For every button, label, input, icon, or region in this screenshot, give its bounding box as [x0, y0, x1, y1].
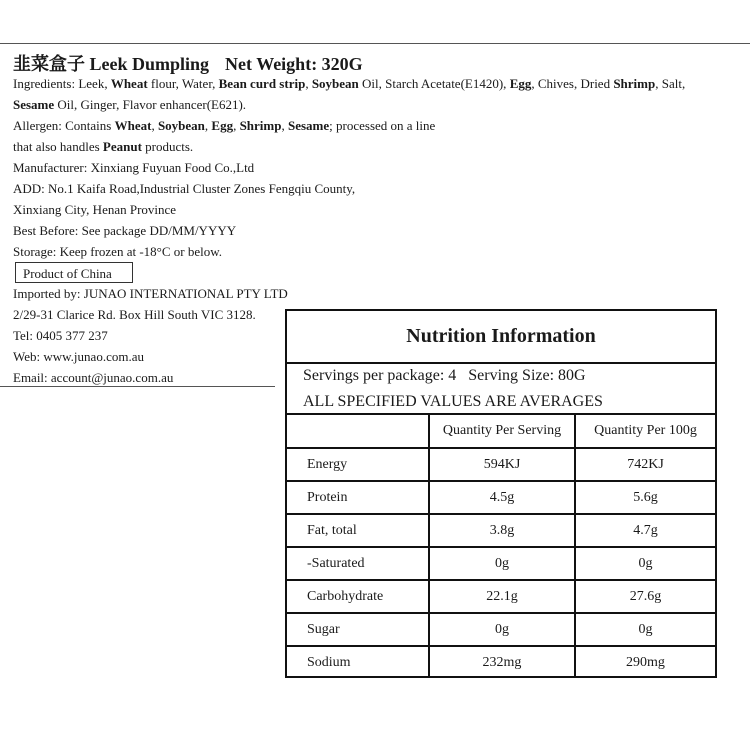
importer-divider	[0, 386, 275, 387]
nutrient-row	[287, 580, 715, 613]
header-per-serving: Quantity Per Serving	[429, 414, 575, 448]
nutrition-heading: Nutrition Information	[287, 311, 715, 364]
allergen-highlight: Bean curd strip	[218, 76, 306, 91]
text-segment: ,	[151, 118, 158, 133]
text-segment: ,	[305, 76, 312, 91]
text-segment: , Chives, Dried	[531, 76, 614, 91]
nutrient-row	[287, 481, 715, 514]
product-name: 韭菜盒子 Leek Dumpling	[13, 54, 210, 74]
top-divider	[0, 43, 750, 44]
nutrient-name: Protein	[287, 481, 429, 514]
allergen-highlight: Shrimp	[239, 118, 282, 133]
per-serving-value: 0g	[429, 547, 575, 580]
nutrient-name: Fat, total	[287, 514, 429, 547]
nutrient-name: Energy	[287, 448, 429, 481]
allergen-highlight: Egg	[211, 118, 234, 133]
text-segment: Oil, Ginger, Flavor enhancer(E621).	[54, 97, 247, 112]
country-of-origin-box: Product of China	[15, 262, 133, 283]
nutrition-panel	[285, 309, 717, 678]
per-serving-value: 22.1g	[429, 580, 575, 613]
nutrient-row	[287, 547, 715, 580]
importer-address: 2/29-31 Clarice Rd. Box Hill South VIC 3128.	[13, 307, 256, 322]
allergen-line-2	[13, 139, 193, 155]
manufacturer: Manufacturer: Xinxiang Fuyuan Food Co.,Ltd	[13, 160, 255, 175]
allergen-highlight: Soybean	[311, 76, 359, 91]
importer-web: Web: www.junao.com.au	[13, 349, 144, 364]
text-segment: flour, Water,	[147, 76, 219, 91]
address-line-1: ADD: No.1 Kaifa Road,Industrial Cluster Zones Fengqiu County,	[13, 181, 356, 196]
allergen-highlight: Sesame	[287, 118, 330, 133]
text-segment: ; processed on a line	[329, 118, 436, 133]
nutrition-header-row	[287, 414, 715, 448]
per-100g-value: 5.6g	[575, 481, 715, 514]
nutrient-row	[287, 514, 715, 547]
header-per-100g: Quantity Per 100g	[575, 414, 715, 448]
allergen-highlight: Wheat	[114, 118, 152, 133]
importer-tel: Tel: 0405 377 237	[13, 328, 108, 343]
nutrient-name: Sodium	[287, 646, 429, 678]
ingredients-line-1	[13, 76, 685, 92]
allergen-line-1	[13, 118, 435, 134]
nutrient-row	[287, 613, 715, 646]
per-serving-value: 232mg	[429, 646, 575, 678]
best-before: Best Before: See package DD/MM/YYYY	[13, 223, 237, 238]
per-serving-value: 4.5g	[429, 481, 575, 514]
serving-size: Serving Size: 80G	[468, 367, 586, 384]
text-segment: Allergen: Contains	[13, 118, 115, 133]
allergen-highlight: Soybean	[157, 118, 205, 133]
per-serving-value: 594KJ	[429, 448, 575, 481]
nutrition-table	[287, 413, 715, 678]
header-empty-cell	[287, 414, 429, 448]
text-segment: ,	[233, 118, 240, 133]
allergen-highlight: Egg	[509, 76, 532, 91]
text-segment: Oil, Starch Acetate(E1420),	[358, 76, 510, 91]
importer-email: Email: account@junao.com.au	[13, 370, 174, 385]
per-serving-value: 0g	[429, 613, 575, 646]
allergen-highlight: Peanut	[102, 139, 142, 154]
text-segment: products.	[141, 139, 194, 154]
net-weight: Net Weight: 320G	[225, 54, 363, 74]
text-segment: Ingredients: Leek,	[13, 76, 111, 91]
allergen-highlight: Wheat	[110, 76, 148, 91]
product-title	[13, 50, 363, 76]
per-100g-value: 27.6g	[575, 580, 715, 613]
nutrient-row	[287, 448, 715, 481]
per-100g-value: 290mg	[575, 646, 715, 678]
per-100g-value: 0g	[575, 613, 715, 646]
nutrient-name: Carbohydrate	[287, 580, 429, 613]
per-100g-value: 4.7g	[575, 514, 715, 547]
importer-name: Imported by: JUNAO INTERNATIONAL PTY LTD	[13, 286, 288, 301]
per-100g-value: 742KJ	[575, 448, 715, 481]
text-segment: ,	[281, 118, 288, 133]
per-100g-value: 0g	[575, 547, 715, 580]
text-segment: that also handles	[13, 139, 103, 154]
address-line-2: Xinxiang City, Henan Province	[13, 202, 177, 217]
serving-info	[303, 367, 586, 385]
nutrient-name: Sugar	[287, 613, 429, 646]
per-serving-value: 3.8g	[429, 514, 575, 547]
text-segment: , Salt,	[655, 76, 686, 91]
ingredients-line-2	[13, 97, 246, 113]
nutrient-name: -Saturated	[287, 547, 429, 580]
allergen-highlight: Sesame	[13, 97, 55, 112]
allergen-highlight: Shrimp	[613, 76, 656, 91]
text-segment: ,	[204, 118, 212, 133]
averages-note: ALL SPECIFIED VALUES ARE AVERAGES	[303, 393, 603, 410]
nutrient-row	[287, 646, 715, 678]
storage-instructions: Storage: Keep frozen at -18°C or below.	[13, 244, 223, 259]
servings-per-package: Servings per package: 4	[303, 367, 457, 384]
